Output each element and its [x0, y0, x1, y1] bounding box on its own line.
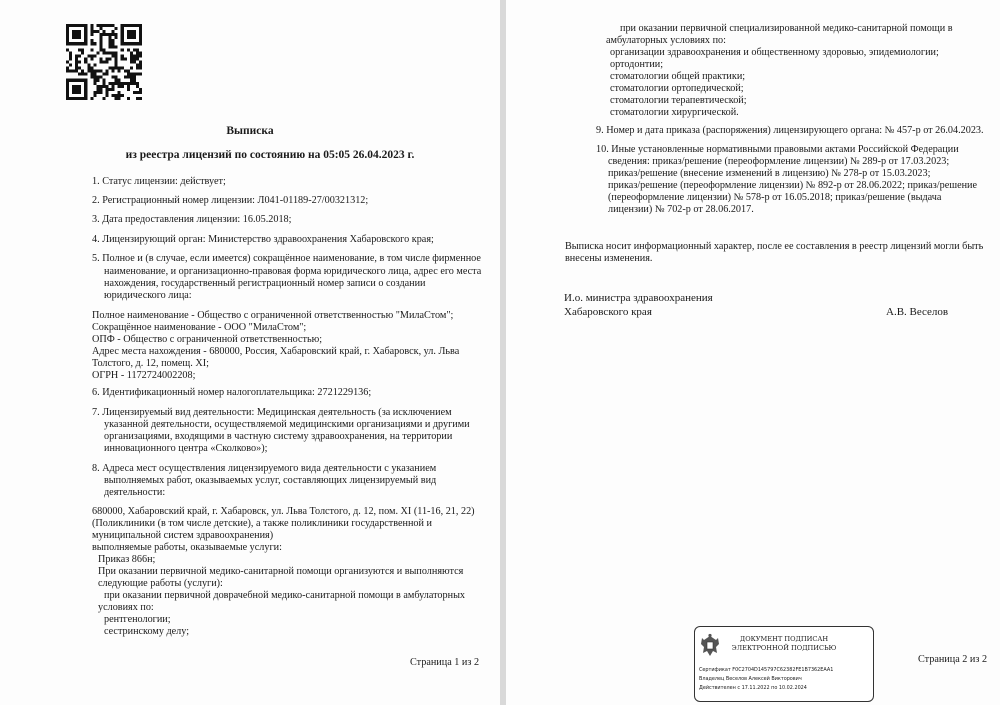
stamp-title: ЭЛЕКТРОННОЙ ПОДПИСЬЮ	[731, 644, 837, 652]
item-9-order: 9. Номер и дата приказа (распоряжения) лицензирующего органа: № 457-р от 26.04.2023.	[596, 125, 984, 136]
item-4-authority: 4. Лицензирующий орган: Министерство здравоохранения Хабаровского края;	[92, 234, 434, 245]
org-line: Толстого, д. 12, помещ. XI;	[92, 358, 209, 369]
specialized-service: стоматологии терапевтической;	[610, 95, 747, 106]
document-heading: Выписка	[226, 125, 274, 137]
address-line: 680000, Хабаровский край, г. Хабаровск, ул. Льва Толстого, д. 12, пом. XI (11-16, 21, 22)	[92, 506, 475, 517]
item-5-line: наименование, и организационно-правовая форма юридического лица, адрес его места	[104, 266, 482, 277]
page-2	[506, 0, 1000, 705]
page-number: Страница 2 из 2	[918, 654, 988, 665]
item-5-line: 5. Полное и (в случае, если имеется) сокращённое наименование, в том числе фирменное	[92, 253, 481, 264]
item-10-line: приказ/решение (переоформление лицензии) № 892-р от 28.06.2022; приказ/решение	[608, 180, 978, 191]
item-6-inn: 6. Идентификационный номер налогоплательщика: 2721229136;	[92, 387, 372, 398]
notice-line: Выписка носит информационный характер, после ее составления в реестр лицензий могли быть	[565, 241, 984, 252]
specialized-service: ортодонтии;	[610, 59, 664, 70]
item-10-line: сведения: приказ/решение (переоформление лицензии) № 289-р от 17.03.2023;	[608, 156, 950, 167]
item-1-status: 1. Статус лицензии: действует;	[92, 176, 226, 187]
specialized-line: при оказании первичной специализированной медико-санитарной помощи в	[620, 23, 953, 34]
item-7-line: 7. Лицензируемый вид деятельности: Медицинская деятельность (за исключением	[92, 407, 452, 418]
org-line: Полное наименование - Общество с ограниченной ответственностью "МилаСтом";	[92, 310, 454, 321]
signer-title: И.о. министра здравоохранения	[564, 292, 713, 304]
item-10-line: 10. Иные установленные нормативными правовыми актами Российской Федерации	[596, 144, 959, 155]
specialized-line: амбулаторных условиях по:	[606, 35, 726, 46]
org-line: Сокращённое наименование - ООО "МилаСтом";	[92, 322, 307, 333]
specialized-service: стоматологии хирургической.	[610, 107, 739, 118]
order-line: Приказ 866н;	[98, 554, 156, 565]
qr-code-icon	[66, 24, 142, 100]
org-line: ОПФ - Общество с ограниченной ответственностью;	[92, 334, 323, 345]
document-subheading: из реестра лицензий по состоянию на 05:05 26.04.2023 г.	[125, 149, 415, 161]
item-5-line: юридического лица:	[104, 290, 192, 301]
item-7-line: организациями, входящими в частную систему здравоохранения, на территории	[104, 431, 453, 442]
electronic-signature-stamp	[694, 626, 874, 702]
service-item: сестринскому делу;	[104, 626, 190, 637]
specialized-service: стоматологии общей практики;	[610, 71, 746, 82]
item-8-line: выполняемых работ, оказываемых услуг, составляющих лицензируемый вид	[104, 475, 437, 486]
stamp-owner: Владелец Веселов Алексей Викторович	[699, 676, 802, 682]
item-7-line: указанной деятельности, осуществляемой медицинскими организациями и другими	[104, 419, 470, 430]
item-5-line: нахождения, государственный регистрационный номер записи о создании	[104, 278, 426, 289]
stamp-valid: Действителен с 17.11.2022 по 10.02.2024	[699, 685, 807, 691]
specialized-service: стоматологии ортопедической;	[610, 83, 744, 94]
address-line: (Поликлиники (в том числе детские), а также поликлиники государственной и	[92, 518, 432, 529]
item-10-line: приказ/решение (внесение изменений в лицензию) № 278-р от 15.03.2023;	[608, 168, 931, 179]
signer-name: А.В. Веселов	[886, 306, 949, 318]
item-10-line: лицензии) № 702-р от 28.06.2017.	[608, 204, 754, 215]
item-8-line: 8. Адреса мест осуществления лицензируемого вида деятельности с указанием	[92, 463, 437, 474]
org-line: ОГРН - 1172724002208;	[92, 370, 196, 381]
page-number: Страница 1 из 2	[410, 657, 480, 668]
primary-care-line: следующие работы (услуги):	[98, 578, 223, 589]
premedical-line: условиях по:	[98, 602, 154, 613]
premedical-line: при оказании первичной доврачебной медико-санитарной помощи в амбулаторных	[104, 590, 466, 601]
address-line: муниципальной систем здравоохранения)	[92, 530, 274, 541]
item-8-line: деятельности:	[104, 487, 166, 498]
stamp-certificate: Сертификат F0C2704D145797C62382FE1B7362EAA1	[699, 667, 834, 673]
org-line: Адрес места нахождения - 680000, Россия, Хабаровский край, г. Хабаровск, ул. Льва	[92, 346, 460, 357]
notice-line: внесены изменения.	[565, 253, 653, 264]
item-2-reg-number: 2. Регистрационный номер лицензии: Л041-01189-27/00321312;	[92, 195, 369, 206]
address-line: выполняемые работы, оказываемые услуги:	[92, 542, 282, 553]
signer-title: Хабаровского края	[564, 306, 652, 318]
service-item: рентгенологии;	[104, 614, 171, 625]
item-3-date: 3. Дата предоставления лицензии: 16.05.2018;	[92, 214, 292, 225]
item-7-line: инновационного центра «Сколково»);	[104, 443, 268, 454]
primary-care-line: При оказании первичной медико-санитарной помощи организуются и выполняются	[98, 566, 464, 577]
item-10-line: (переоформление лицензии) № 578-р от 16.05.2018; приказ/решение (выдача	[608, 192, 942, 203]
stamp-title: ДОКУМЕНТ ПОДПИСАН	[739, 635, 829, 643]
specialized-service: организации здравоохранения и общественному здоровью, эпидемиологии;	[610, 47, 939, 58]
